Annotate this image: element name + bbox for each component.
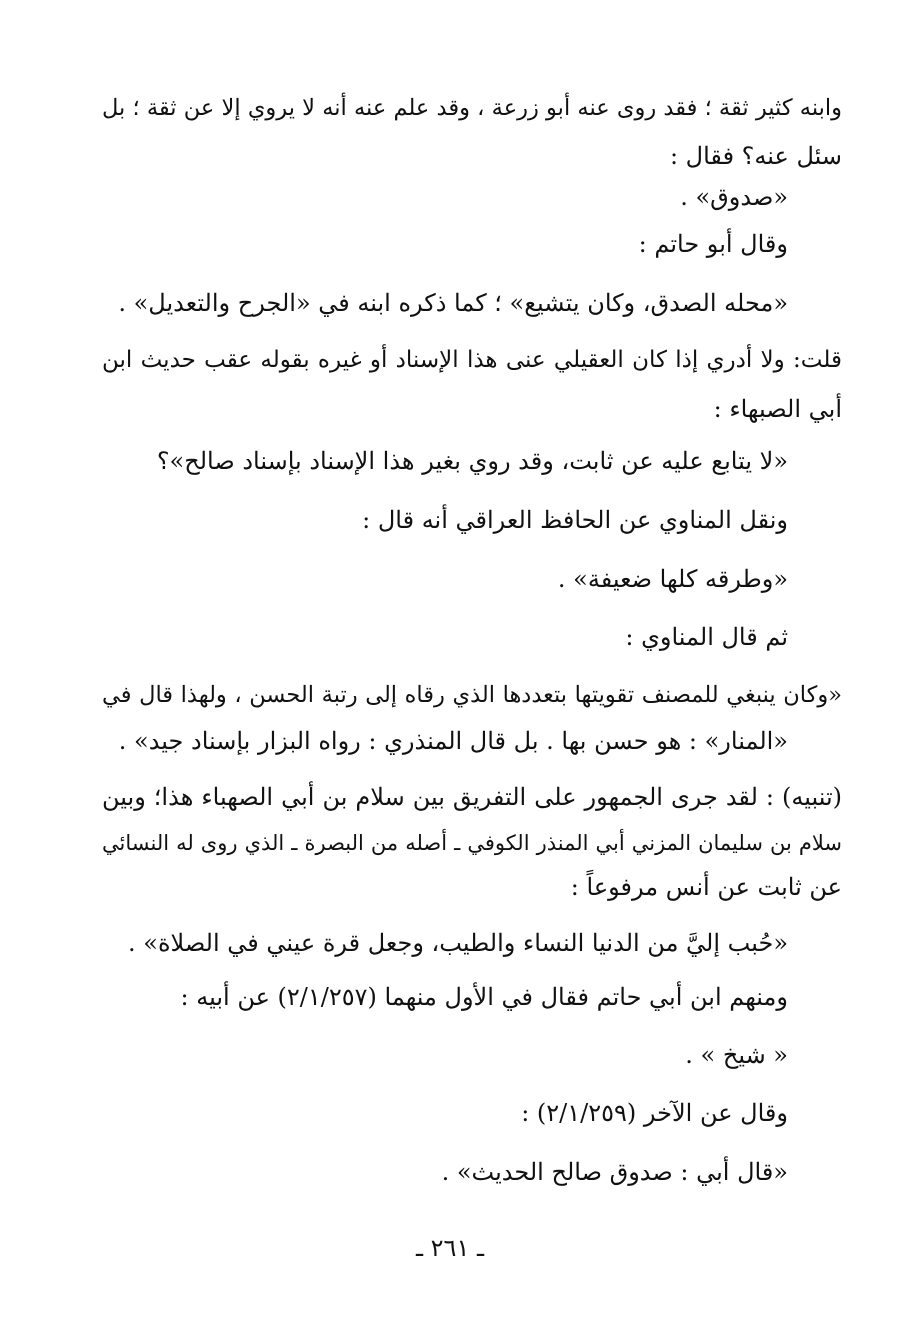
- note-line: (تنبيه) : لقد جرى الجمهور على التفريق بين سلام بن أبي الصهباء هذا؛ وبين: [102, 783, 842, 811]
- text-line: أبي الصبهاء :: [713, 395, 842, 423]
- page-number: ـ ٢٦١ ـ: [415, 1234, 484, 1262]
- text-line: وابنه كثير ثقة ؛ فقد روى عنه أبو زرعة ، وقد علم عنه أنه لا يروي إلا عن ثقة ؛ بل: [102, 95, 842, 121]
- quote-line: «لا يتابع عليه عن ثابت، وقد روي بغير هذا الإسناد بإسناد صالح»؟: [156, 447, 788, 475]
- quote-line: «المنار» : هو حسن بها . بل قال المنذري : رواه البزار بإسناد جيد» .: [118, 727, 788, 755]
- text-line: قلت: ولا أدري إذا كان العقيلي عنى هذا الإسناد أو غيره بقوله عقب حديث ابن: [102, 347, 842, 373]
- text-line: وقال عن الآخر (٢/١/٢٥٩) :: [521, 1099, 788, 1127]
- text-line: وقال أبو حاتم :: [638, 230, 788, 258]
- quote-line: «محله الصدق، وكان يتشيع» ؛ كما ذكره ابنه في «الجرح والتعديل» .: [118, 289, 788, 317]
- quote-line: «حُبب إليَّ من الدنيا النساء والطيب، وجعل قرة عيني في الصلاة» .: [128, 929, 788, 957]
- note-line: عن ثابت عن أنس مرفوعاً :: [570, 873, 842, 901]
- quote-line: «قال أبي : صدوق صالح الحديث» .: [441, 1158, 788, 1186]
- text-line: سئل عنه؟ فقال :: [669, 142, 842, 170]
- quote-line: «وطرقه كلها ضعيفة» .: [557, 565, 788, 593]
- quote-line: «وكان ينبغي للمصنف تقويتها بتعددها الذي رقاه إلى رتبة الحسن ، ولهذا قال في: [102, 682, 842, 708]
- note-line: سلام بن سليمان المزني أبي المنذر الكوفي ـ أصله من البصرة ـ الذي روى له النسائي: [102, 831, 842, 855]
- text-line: ومنهم ابن أبي حاتم فقال في الأول منهما (٢/١/٢٥٧) عن أبيه :: [180, 983, 788, 1011]
- quote-line: «صدوق» .: [680, 183, 788, 211]
- quote-line: « شيخ » .: [685, 1041, 788, 1069]
- text-line: ثم قال المناوي :: [625, 623, 788, 651]
- text-line: ونقل المناوي عن الحافظ العراقي أنه قال :: [362, 506, 788, 534]
